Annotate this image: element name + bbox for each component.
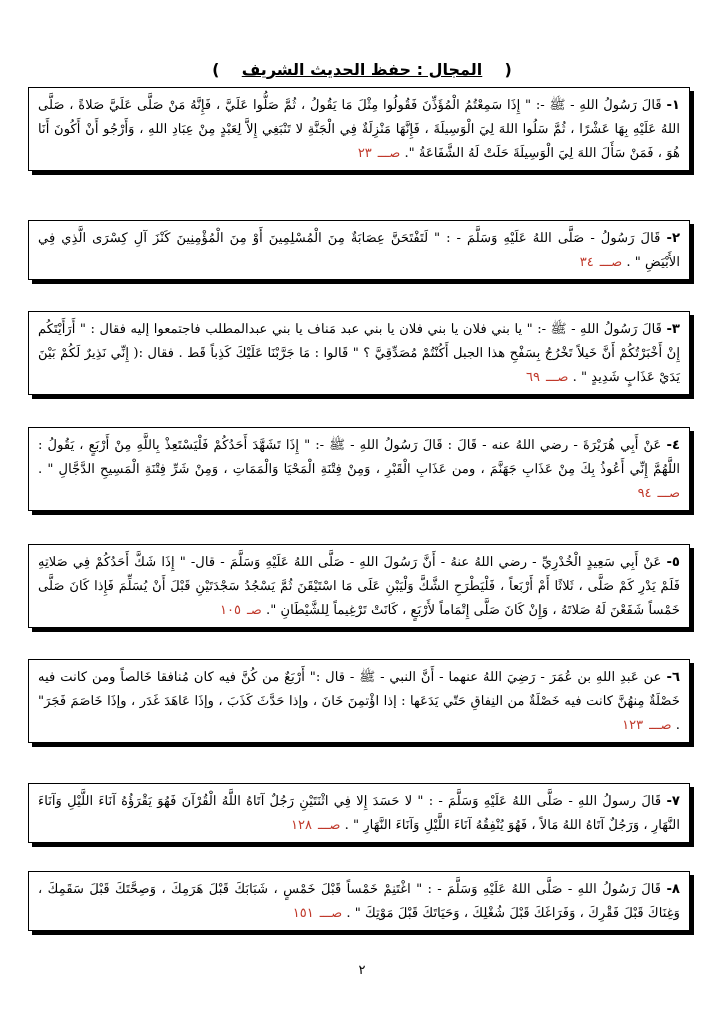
hadith-number: ٧- [666, 794, 680, 809]
page-label: صـــ [657, 486, 680, 501]
page-label: صـــ [318, 818, 341, 833]
page-reference [580, 255, 622, 270]
title-text: المجال : حفظ الحديث الشريف [241, 60, 483, 79]
page-label: صـ [246, 603, 262, 618]
title-paren-close: ) [212, 60, 220, 79]
page-number: ٦٩ [525, 370, 540, 385]
page-label: صـــ [377, 146, 401, 161]
page-number: ١٢٣ [622, 718, 644, 733]
page-reference [526, 370, 568, 385]
hadith-box-3 [28, 311, 690, 395]
hadith-text: عن عَبدِ اللهِ بن عُمَرَ - رَضِيَ اللهُ عنهما - أَنَّ النبي - ﷺ - قال :" أَرْبَعٌ من كُنَّ فيه كان مُنافقا خَالصاً ومن كانت فيه خَصْلَةٌ مِنهُنَّ كانت فيه خَصْلَةٌ من النِفاقِ حَتّي يَدَعَها : إذا اؤْتمِنَ خَانَ ، وإذا حَدَّثَ كَذَبَ ، وإذَا عَاهَدَ غَدَر ، وإذَا خَاصَمَ فَجَرَ" . [38, 670, 680, 733]
hadith-text: عَنْ أَبِي هُرَيْرَةَ - رضي اللهُ عنه - قَالَ : قَالَ رَسُولُ اللهِ - ﷺ -: " إِذَا تَشَهَّدَ أَحَدُكُمْ فَلْيَسْتَعِذْ بِاللَّهِ مِنْ أَرْبَعٍ ، يَقُولُ : اللَّهُمَّ إِنِّي أَعُوذُ بِكَ مِنْ عَذَابِ جَهَنَّمَ ، ومن عَذَابِ الْقَبْرِ ، وَمِنْ فِتْنَةِ الْمَحْيَا وَالْمَمَاتِ ، وَمِنْ شَرِّ فِتْنَةِ الْمَسِيحِ الدَّجَّالِ " . [38, 438, 680, 477]
page-label: صـــ [649, 718, 672, 733]
footer-page-number: ٢ [358, 963, 366, 978]
page-reference [291, 818, 340, 833]
page-label: صـــ [319, 906, 343, 921]
hadith-number: ٥- [666, 555, 680, 570]
hadith-box-4 [28, 427, 690, 511]
hadith-box-7 [28, 783, 690, 843]
hadith-number: ١- [666, 98, 680, 113]
hadith-text: قَالَ رَسُولُ اللهِ - ﷺ -: " إِذَا سَمِعْتُمُ الْمُؤَذِّنَ فَقُولُوا مِثْلَ مَا يَقُولُ ، ثُمَّ صَلُّوا عَلَيَّ ، فَإِنَّهُ مَنْ صَلَّى عَلَيَّ صَلاةً ، صَلَّى اللهُ عَلَيْهِ بِهَا عَشْرًا ، ثُمَّ سَلُوا اللهَ لِيَ الْوَسِيلَةَ ، فَإِنَّهَا مَنْزِلَةٌ فِي الْجَنَّةِ لا تَنْبَغِي إِلاَّ لِعَبْدٍ مِنْ عِبَادِ اللهِ ، وَأَرْجُو أَنْ أَكُونَ أَنَا هُوَ ، فَمَنْ سَأَلَ اللهَ لِيَ الْوَسِيلَةَ حَلَتْ لَهُ الشَّفَاعَةُ ". [38, 98, 680, 161]
hadith-number: ٤- [666, 438, 680, 453]
page-number: ١٥١ [292, 906, 314, 921]
page-reference [293, 906, 342, 921]
hadith-text: قَالَ رسولُ اللهِ - صَلَّى اللهُ عَلَيْهِ وَسَلَّمَ - : " لا حَسَدَ إِلا فِي اثْنَتَيْنِ رَجُلٌ آتَاهُ اللَّهُ الْقُرْآنَ فَهُوَ يَقْرَؤُهُ آنَاءَ اللَّيْلِ وَآنَاءَ النَّهَارِ ، وَرَجُلٌ آتَاهُ اللهُ مَالاً ، فَهُوَ يُنْفِقُهُ آنَاءَ اللَّيْلِ وَآنَاءَ النَّهَارِ " . [38, 794, 680, 833]
page-number: ٢٣ [357, 146, 372, 161]
page-reference [220, 603, 262, 618]
hadith-box-1 [28, 87, 690, 171]
hadith-text: قَالَ رَسُولُ اللهِ - ﷺ -: " يا بني فلان يا بني فلان يا بني عبد مَناف يا بني عبدالمطلب فاجتمعوا إليه فقال : " أَرَأَيْتَكُم إِنْ أَخْبَرْتُكُمْ أَنَّ خَيلاً تَخْرُجُ بِسَفْحِ هذا الجبل أَكُنْتُمْ مُصَدِّقِيَّ ؟ " قَالوا : مَا جَرَّبْنَا عَلَيْكَ كَذِباً قَط . فقال :( إِنِّي نَذِيرٌ لَكُمْ بَيْنَ يَدَيْ عَذَابٍ شَدِيدٍ " . [38, 322, 680, 385]
page-reference [622, 718, 671, 733]
hadith-text: قَالَ رَسُولُ - صَلَّى اللهُ عَلَيْهِ وَسَلَّمَ - : " لَتَفْتَحَنَّ عِصَابَةٌ مِنَ الْمُسْلِمِينَ أَوْ مِنَ الْمُؤْمِنِينَ كَنْزَ آلِ كِسْرَى الَّذِي فِي الأَبْيَضِ " . [38, 231, 680, 270]
title-paren-open: ( [504, 60, 512, 79]
hadith-box-5 [28, 544, 690, 628]
hadith-number: ٦- [666, 670, 680, 685]
hadith-box-6 [28, 659, 690, 743]
page-label: صـــ [599, 255, 623, 270]
hadith-box-2 [28, 220, 690, 280]
page-number: ٣٤ [579, 255, 594, 270]
page-number: ١٠٥ [220, 603, 241, 618]
page-reference [358, 146, 400, 161]
hadith-box-8 [28, 871, 690, 931]
hadith-number: ٣- [666, 322, 680, 337]
hadith-text: عَنْ أَبِي سَعِيدٍ الْخُدْرِيِّ - رضي اللهُ عنهُ - أَنَّ رَسُولَ اللهِ - صَلَّى اللهُ عَلَيْهِ وَسَلَّمَ - قال- " إِذَا شَكَّ أَحَدُكُمْ فِي صَلاتِهِ فَلَمْ يَدْرِ كَمْ صَلَّى ، ثَلاثًا أَمْ أَرْبَعاً ، فَلْيَطْرَحِ الشَّكَّ وَلْيَبْنِ عَلَى مَا اسْتَيْقَنَ ثُمَّ يَسْجُدُ سَجْدَتَيْنِ قَبْلَ أَنْ يُسَلِّمَ فَإِذا كَانَ صَلَّى خَمْساً شَفَعْنَ لَهُ صَلاتَهُ ، وَإِنْ كَانَ صَلَّى إِتْمَاماً لأَرْبَعٍ ، كَانَتْ تَرْغِيماً لِلشَّيْطَانِ ". [38, 555, 680, 618]
page-number: ٩٤ [637, 486, 652, 501]
page-reference [638, 486, 680, 501]
page-label: صـــ [545, 370, 569, 385]
hadith-number: ٢- [666, 231, 680, 246]
page-number: ١٢٨ [291, 818, 312, 833]
hadith-text: قَالَ رَسُولُ اللهِ - صَلَّى اللهُ عَلَيْهِ وَسَلَّمَ - : " اغْتَنِمْ خَمْساً قَبْلَ خَمْسٍ ، شَبَابَكَ قَبْلَ هَرَمِكَ ، وَصِحَّتَكَ قَبْلَ سَقَمِكَ ، وَغِنَاكَ قَبْلَ فَقْرِكَ ، وَفَرَاغَكَ قَبْلَ شُغْلِكَ ، وَحَيَاتَكَ قَبْلَ مَوْتِكَ " . [38, 882, 680, 921]
hadith-number: ٨- [666, 882, 680, 897]
page-title [0, 60, 724, 79]
